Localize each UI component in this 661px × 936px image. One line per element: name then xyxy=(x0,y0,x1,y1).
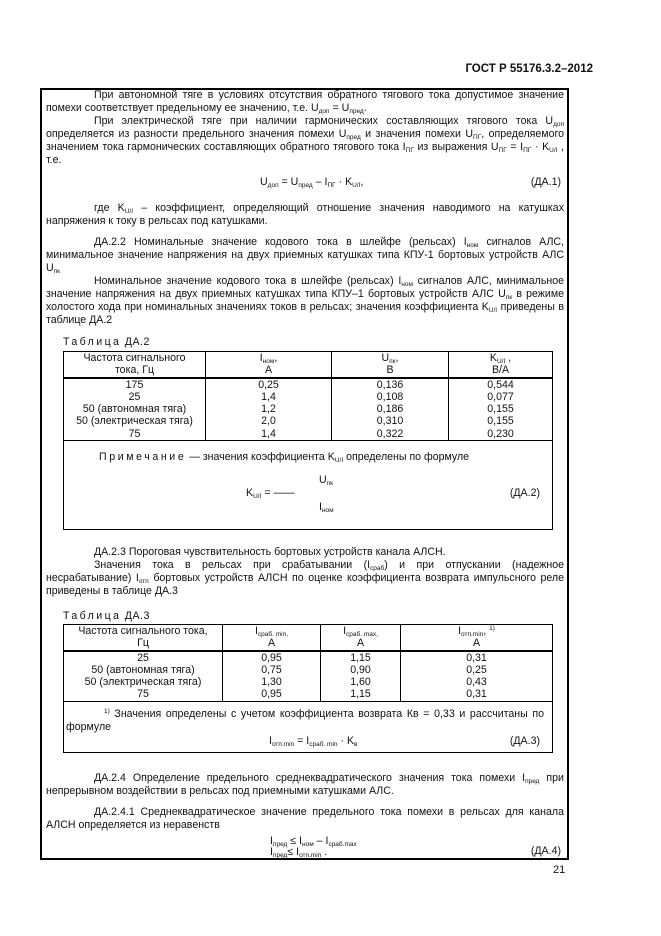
text-run: – коэффициент, определяющий отношение значения наводимого на катушках напряжения к току в рельсах под катушками. xyxy=(46,202,564,227)
paragraph-electric xyxy=(46,115,564,167)
text-run: I xyxy=(319,501,322,514)
note-text xyxy=(189,451,469,463)
text-run: бортовых устройств АЛСН по оценке коэффициента возврата импульсного реле приведены в таблице ДА.3 xyxy=(46,572,564,597)
text-run: . xyxy=(363,102,367,114)
text-run: , т.е. xyxy=(46,141,565,166)
text-run: = U xyxy=(329,102,350,114)
text-run: = —— xyxy=(261,487,295,500)
subscript: пк xyxy=(326,480,334,488)
subscript: сраб. max, xyxy=(346,631,378,638)
text-run: ≤ I xyxy=(287,846,300,858)
text-run: , xyxy=(395,352,399,364)
formula-numerator xyxy=(319,474,333,486)
text-run: I xyxy=(259,352,263,364)
text-run: — значения коэффициента K xyxy=(189,451,335,464)
text-run: U xyxy=(260,176,268,188)
subscript: отп.min xyxy=(271,740,295,748)
table-header-row xyxy=(64,352,553,378)
subscript: ПГ xyxy=(473,134,482,141)
formula-da4-number: (ДА.4) xyxy=(530,845,561,857)
text-run: I xyxy=(458,625,462,637)
subscript: ПГ xyxy=(405,147,414,154)
text-run: Значения тока в рельсах при срабатывании (I xyxy=(94,559,371,571)
text-run: = I xyxy=(506,141,524,153)
paragraph-where xyxy=(46,202,564,228)
text-run: , определяемого значением тока гармонических составляющих обратного тягового тока I xyxy=(46,128,564,153)
subscript: U/I xyxy=(352,182,361,189)
header-upk: $U_{пк}$, В xyxy=(332,352,449,378)
paragraph-da-2-4 xyxy=(46,772,564,798)
subscript: доп xyxy=(318,108,330,115)
subscript: доп xyxy=(267,182,279,189)
text-run: , xyxy=(360,176,364,188)
subscript: ном xyxy=(466,242,479,249)
subscript: пред xyxy=(272,852,288,859)
text-run: при непрерывном воздействии в рельсах под приемными катушками АЛС. xyxy=(46,772,564,797)
subscript: U/I xyxy=(549,147,558,154)
text-run: ДА.2.4.1 Среднеквадратическое значение предельного тока помехи в рельсах для канала АЛСН определяется из неравенств xyxy=(46,806,564,831)
subscript: ПГ xyxy=(327,182,336,189)
col-israb-max: 1,15 0,90 1,60 1,15 xyxy=(321,651,401,702)
col-iotp-min: 0,31 0,25 0,43 0,31 xyxy=(401,651,553,702)
subscript: U/I xyxy=(488,307,498,314)
table-footnote-row xyxy=(64,701,553,752)
text-run: · K xyxy=(531,141,550,153)
subscript: ПГ xyxy=(523,147,532,154)
paragraph-da-2-2 xyxy=(46,236,564,275)
table-note-row xyxy=(64,441,553,530)
subscript: U/I xyxy=(334,457,344,465)
subscript: пред xyxy=(346,134,361,141)
text-run: K xyxy=(489,352,497,364)
subscript: в xyxy=(354,740,358,748)
text-run: приведены в таблице ДА.2 xyxy=(46,301,564,326)
subscript: отп.min xyxy=(461,631,484,638)
table-header-row xyxy=(64,625,553,651)
text-run: в режиме холостого хода при номинальных значениях токов в рельсах; значения коэффициента K xyxy=(46,288,564,313)
text-run: ДА.2.3 Пороговая чувствительность бортовых устройств канала АЛСН. xyxy=(94,546,446,558)
subscript: сраб.max xyxy=(328,841,357,848)
text-run: из выражения U xyxy=(413,141,499,153)
table-row xyxy=(64,651,553,702)
superscript: 1) xyxy=(104,707,110,715)
text-run: Значения определены с учетом коэффициента возврата Кв = 0,33 и рассчитаны по формуле xyxy=(66,707,544,733)
formula-da2-number: (ДА.2) xyxy=(509,487,540,500)
paragraph-threshold xyxy=(46,559,564,598)
caption-id: ДА.2 xyxy=(124,336,150,348)
text-run: определяется из разности предельного значения помехи U xyxy=(46,128,347,140)
subscript: отп xyxy=(138,578,149,585)
paragraph-autonomous xyxy=(46,89,564,115)
text-run: ≤ I xyxy=(287,835,303,847)
caption-word: Таблица xyxy=(63,610,122,622)
text-run: где K xyxy=(94,202,125,214)
page-number: 21 xyxy=(553,864,566,876)
table-da2 xyxy=(63,351,553,530)
text-run: · K xyxy=(337,734,355,747)
subscript: пк xyxy=(505,294,513,301)
text-run: . xyxy=(321,846,328,858)
text-run: Номинальное значение кодового тока в шлейфе (рельсах) I xyxy=(94,275,402,287)
subscript: ПГ xyxy=(498,147,507,154)
text-run: · K xyxy=(335,176,353,188)
col-frequency: 25 50 (автономная тяга) 50 (электрическая тяга) 75 xyxy=(64,651,223,702)
paragraph-da-2-4-1 xyxy=(46,806,564,832)
header-israb-min: $I_{сраб. min,}$ А xyxy=(223,625,321,651)
formula-da4-line2 xyxy=(270,846,327,859)
subscript: ном xyxy=(302,841,314,848)
note-label: Примечание xyxy=(99,451,187,464)
header-israb-max: $I_{сраб. max,}$ А xyxy=(321,625,401,651)
formula-lhs xyxy=(246,487,295,499)
header-inom: $I_{ном}$, А xyxy=(206,352,332,378)
subscript: пред xyxy=(272,841,288,848)
text-run: K xyxy=(246,487,254,500)
text-run: I xyxy=(343,625,347,637)
header-kui: $K_{U/I}$ , В/А xyxy=(449,352,553,378)
subscript: пред xyxy=(525,778,540,785)
paragraph-nominal xyxy=(46,275,564,327)
subscript: ном xyxy=(401,281,413,288)
table-da3 xyxy=(63,624,553,753)
subscript: сраб. min, xyxy=(257,631,289,638)
subscript: сраб xyxy=(370,565,385,572)
caption-id: ДА.3 xyxy=(124,610,150,622)
subscript: пред xyxy=(298,182,313,189)
text-run: – I xyxy=(313,835,329,847)
text-run: I xyxy=(270,835,273,847)
formula-da3 xyxy=(269,735,357,747)
col-kui: 0,544 0,077 0,155 0,155 0,230 xyxy=(449,378,553,441)
subscript: доп xyxy=(553,121,564,128)
text-run: определены по формуле xyxy=(343,451,470,464)
table-da3-caption xyxy=(63,610,150,622)
text-run: = I xyxy=(294,734,310,747)
text-run: , xyxy=(274,352,278,364)
text-run: и значения помехи U xyxy=(360,128,474,140)
subscript: U/I xyxy=(496,358,506,365)
text-run: сигналов АЛС, минимальное значение напряжения на двух приемных катушках типа КПУ–1 бортовых устройств АЛС U xyxy=(46,275,565,300)
subscript: пред xyxy=(349,108,364,115)
text-run: ДА.2.2 Номинальные значение кодового тока в шлейфе (рельсах) I xyxy=(94,236,467,248)
document-header: ГОСТ Р 55176.3.2–2012 xyxy=(465,63,593,75)
superscript: 1) xyxy=(489,625,495,632)
text-run: I xyxy=(269,734,272,747)
footnote-text xyxy=(64,702,552,734)
text-run: сигналов АЛС, минимальное значение напряжения на двух приемных катушках типа КПУ-1 бортовых устройств АЛС U xyxy=(46,236,565,274)
text-run: – I xyxy=(312,176,328,188)
subscript: ном xyxy=(262,358,275,365)
text-run: , xyxy=(505,352,512,364)
text-run: При электрической тяге при наличии гармонических составляющих тягового тока U xyxy=(94,115,554,127)
formula-da1 xyxy=(260,176,363,189)
formula-da1-number: (ДА.1) xyxy=(530,176,561,188)
col-israb-min: 0,95 0,75 1,30 0,95 xyxy=(223,651,321,702)
text-run: = U xyxy=(278,176,299,188)
table-footnote xyxy=(64,701,553,752)
text-run: ДА.2.4 Определение предельного среднеквадратического значения тока помехи I xyxy=(94,772,526,784)
paragraph-da-2-3 xyxy=(46,546,564,559)
text-run: I xyxy=(270,846,273,858)
formula-da3-number: (ДА.3) xyxy=(509,734,540,747)
text-run: ) и при отпускании (надежное несрабатывание) I xyxy=(46,559,564,584)
subscript: пк xyxy=(389,358,396,365)
table-note xyxy=(64,441,553,530)
subscript: сраб. min xyxy=(309,740,338,748)
subscript: U/I xyxy=(124,208,134,215)
header-iotp-min: $I_{отп.min}$, $^{1)}$ А xyxy=(401,625,553,651)
header-frequency: Частота сигнального тока, Гц xyxy=(64,352,206,378)
col-upk: 0,136 0,108 0,186 0,310 0,322 xyxy=(332,378,449,441)
table-row xyxy=(64,378,553,441)
subscript: пк xyxy=(53,268,61,275)
text-run: При автономной тяге в условиях отсутствия обратного тягового тока допустимое значение помехи соответствует предельному ее значению, т.е. U xyxy=(46,89,564,114)
subscript: отп.min xyxy=(299,852,322,859)
header-frequency: Частота сигнального тока, Гц xyxy=(64,625,223,651)
formula-denominator xyxy=(319,501,334,513)
subscript: ном xyxy=(321,507,334,515)
caption-word: Таблица xyxy=(63,336,122,348)
subscript: U/I xyxy=(253,493,262,501)
text-run: , xyxy=(483,625,490,637)
col-frequency: 175 25 50 (автономная тяга) 50 (электрическая тяга) 75 xyxy=(64,378,206,441)
col-inom: 0,25 1,4 1,2 2,0 1,4 xyxy=(206,378,332,441)
table-da2-caption xyxy=(63,336,150,348)
text-run: U xyxy=(381,352,390,364)
text-run: U xyxy=(319,474,327,487)
text-run: I xyxy=(254,625,258,637)
